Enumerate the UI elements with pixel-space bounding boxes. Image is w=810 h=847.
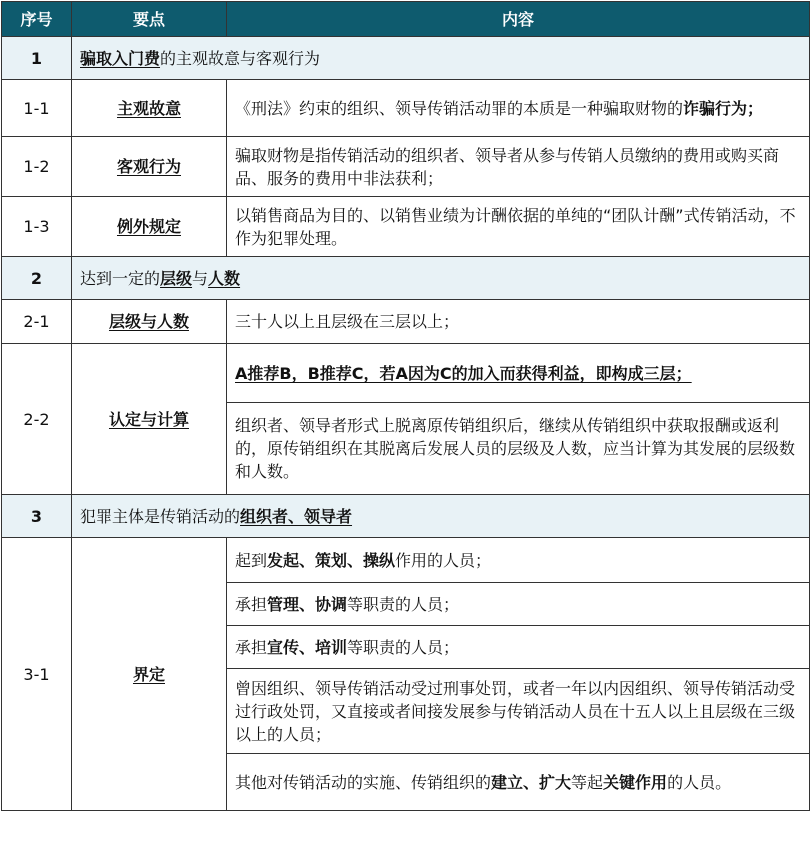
row-number: 2-2 <box>2 344 72 495</box>
row-number: 1-2 <box>2 137 72 197</box>
row-content: 以销售商品为目的、以销售业绩为计酬依据的单纯的“团队计酬”式传销活动，不作为犯罪处理。 <box>227 197 810 257</box>
row-key: 客观行为 <box>72 137 227 197</box>
row-content: 承担管理、协调等职责的人员； <box>227 583 810 626</box>
row-content: 曾因组织、领导传销活动受过刑事处罚，或者一年以内因组织、领导传销活动受过行政处罚，又直接或者间接发展参与传销活动人员在十五人以上且层级在三级以上的人员； <box>227 669 810 754</box>
row-key: 界定 <box>72 538 227 811</box>
section-row-2 <box>2 257 810 300</box>
row-key: 例外规定 <box>72 197 227 257</box>
table-row-2-2a <box>2 344 810 403</box>
row-content: 承担宣传、培训等职责的人员； <box>227 626 810 669</box>
header-content: 内容 <box>227 2 810 37</box>
table-row-3-1a <box>2 538 810 583</box>
table-row-1-2 <box>2 137 810 197</box>
header-num: 序号 <box>2 2 72 37</box>
row-number: 1-3 <box>2 197 72 257</box>
section-title: 达到一定的层级与人数 <box>72 257 810 300</box>
row-number: 2-1 <box>2 300 72 344</box>
table-row-2-1 <box>2 300 810 344</box>
row-key: 主观故意 <box>72 80 227 137</box>
row-content: A推荐B，B推荐C，若A因为C的加入而获得利益，即构成三层； <box>227 344 810 403</box>
row-content: 骗取财物是指传销活动的组织者、领导者从参与传销人员缴纳的费用或购买商品、服务的费用中非法获利； <box>227 137 810 197</box>
table-row-1-3 <box>2 197 810 257</box>
row-number: 2 <box>2 257 72 300</box>
row-number: 1-1 <box>2 80 72 137</box>
row-number: 3-1 <box>2 538 72 811</box>
row-number: 1 <box>2 37 72 80</box>
row-key: 层级与人数 <box>72 300 227 344</box>
header-row <box>2 2 810 37</box>
row-key: 认定与计算 <box>72 344 227 495</box>
section-title: 犯罪主体是传销活动的组织者、领导者 <box>72 495 810 538</box>
section-title: 骗取入门费的主观故意与客观行为 <box>72 37 810 80</box>
row-content: 其他对传销活动的实施、传销组织的建立、扩大等起关键作用的人员。 <box>227 754 810 811</box>
row-content: 三十人以上且层级在三层以上； <box>227 300 810 344</box>
row-number: 3 <box>2 495 72 538</box>
row-content: 起到发起、策划、操纵作用的人员； <box>227 538 810 583</box>
row-content: 组织者、领导者形式上脱离原传销组织后，继续从传销组织中获取报酬或返利的，原传销组织在其脱离后发展人员的层级及人数，应当计算为其发展的层级数和人数。 <box>227 403 810 495</box>
table-row-1-1 <box>2 80 810 137</box>
row-content: 《刑法》约束的组织、领导传销活动罪的本质是一种骗取财物的诈骗行为； <box>227 80 810 137</box>
section-row-3 <box>2 495 810 538</box>
content-table <box>1 1 810 811</box>
section-row-1 <box>2 37 810 80</box>
header-key: 要点 <box>72 2 227 37</box>
